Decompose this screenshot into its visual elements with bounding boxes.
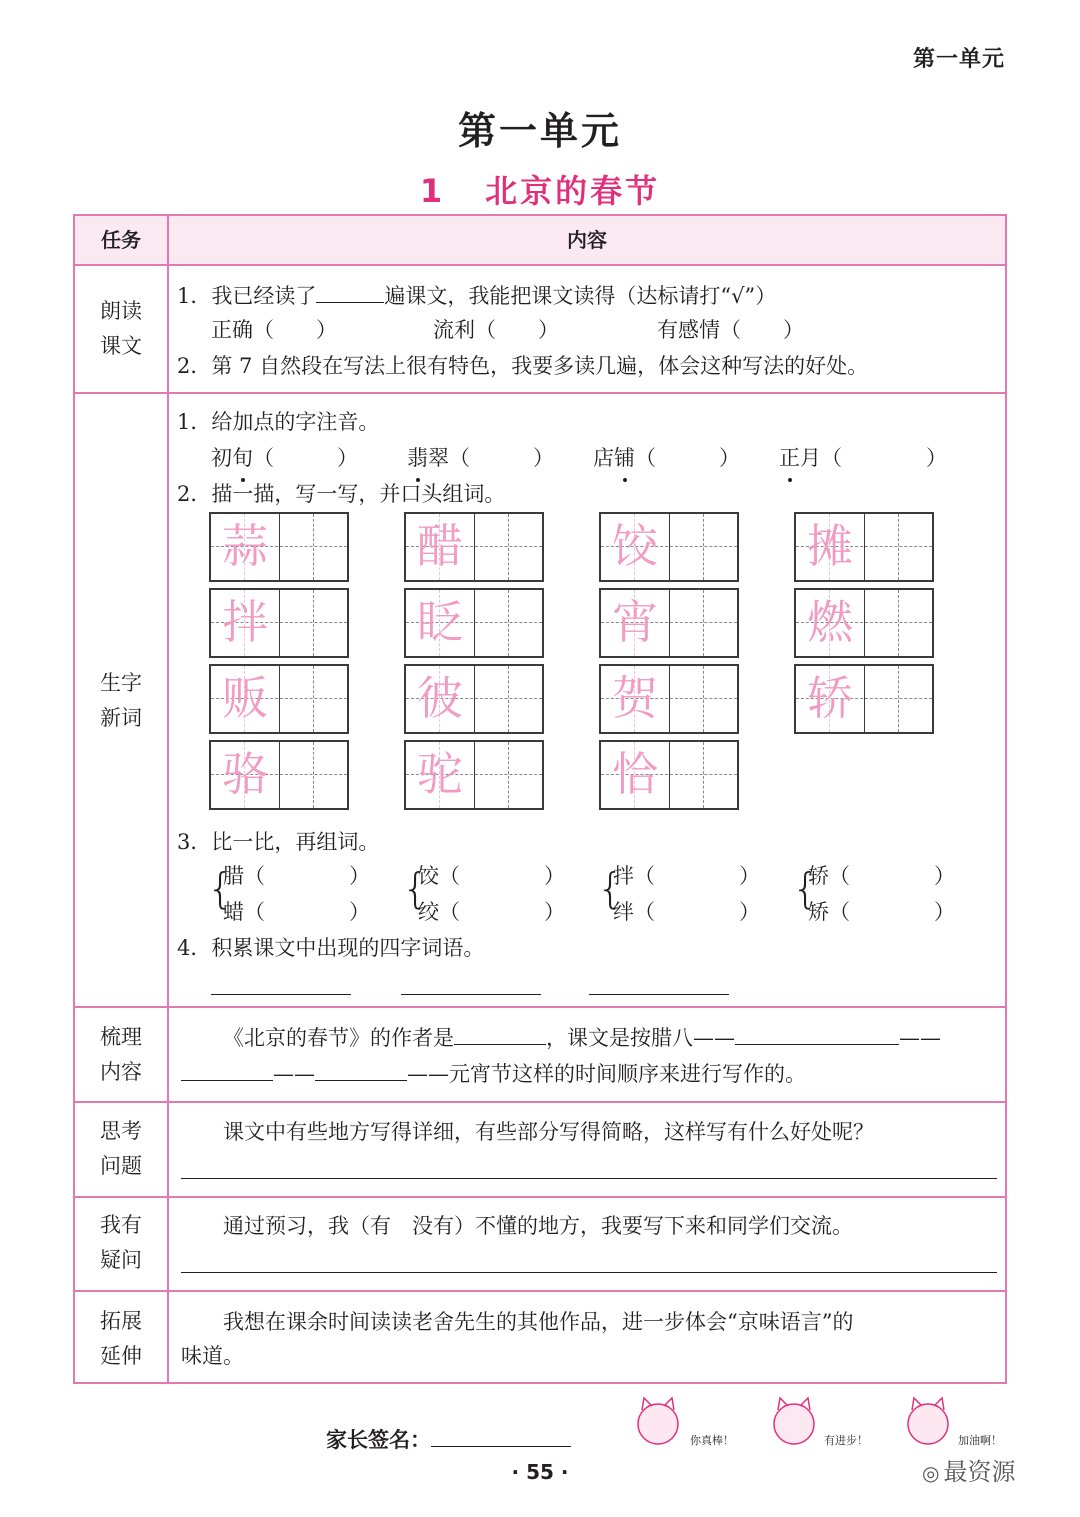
label-line: 梳理 <box>100 1025 142 1049</box>
blank-sequence[interactable] <box>181 1060 273 1081</box>
lesson-title <box>0 166 1080 212</box>
answer-paren[interactable]: （ ） <box>449 446 554 470</box>
brace-icon: { <box>402 864 429 913</box>
guide-line <box>508 590 509 656</box>
compare-b[interactable]: 绊（ ） <box>613 900 760 924</box>
guide-line <box>474 742 475 808</box>
brace-icon: { <box>597 864 624 913</box>
label-line: 问题 <box>100 1154 142 1178</box>
header-content: 内容 <box>567 228 607 252</box>
guide-line <box>669 742 670 808</box>
label-chars <box>75 666 167 736</box>
running-head: 第一单元 <box>912 47 1005 72</box>
column-divider <box>167 216 169 1382</box>
doubt-answer-line[interactable] <box>181 1272 997 1273</box>
label-line: 思考 <box>100 1119 142 1143</box>
answer-paren[interactable]: （ ） <box>821 446 947 470</box>
text: 翠 <box>428 446 449 470</box>
trace-char: 贩 <box>222 671 268 725</box>
guide-line <box>313 514 314 580</box>
trace-char: 贺 <box>612 671 658 725</box>
text: 1．我已经读了 <box>177 284 317 308</box>
pinyin-item[interactable] <box>211 442 358 474</box>
signature-blank[interactable] <box>431 1418 571 1447</box>
compare-b[interactable]: 矫（ ） <box>808 900 955 924</box>
trace-box[interactable] <box>404 740 544 810</box>
label-line: 拓展 <box>100 1309 142 1333</box>
compare-a[interactable]: 拌（ ） <box>613 864 760 888</box>
trace-char: 摊 <box>807 519 853 573</box>
label-line: 新词 <box>100 706 142 730</box>
label-reading <box>75 294 167 364</box>
trace-box[interactable] <box>209 512 349 582</box>
guide-line <box>508 666 509 732</box>
guide-line <box>669 590 670 656</box>
guide-line <box>669 514 670 580</box>
label-line: 延伸 <box>100 1344 142 1368</box>
trace-box[interactable] <box>794 664 934 734</box>
row-divider <box>75 1006 1005 1008</box>
watermark-text: 最资源 <box>943 1458 1016 1486</box>
compare-a[interactable]: 轿（ ） <box>808 864 955 888</box>
pinyin-item[interactable] <box>593 442 740 474</box>
reading-opt-emotion[interactable]: 有感情（ ） <box>657 318 804 342</box>
dotted-char: 正 <box>779 442 800 474</box>
reading-item-1 <box>177 280 776 312</box>
trace-char: 彼 <box>417 671 463 725</box>
wechat-icon: ◎ <box>922 1461 940 1485</box>
trace-char: 恰 <box>612 747 658 801</box>
task-table <box>73 214 1007 1384</box>
reading-item-2: 2．第 7 自然段在写法上很有特色，我要多读几遍，体会这种写法的好处。 <box>177 354 869 378</box>
answer-paren[interactable]: （ ） <box>253 446 358 470</box>
chars-q1: 1．给加点的字注音。 <box>177 410 380 434</box>
label-line: 课文 <box>100 334 142 358</box>
outline-line-1 <box>223 1022 941 1054</box>
cat-face-icon <box>774 1404 814 1444</box>
trace-char: 饺 <box>612 519 658 573</box>
doubt-text: 通过预习，我（有 没有）不懂的地方，我要写下来和同学们交流。 <box>223 1214 853 1238</box>
text: 初 <box>211 446 232 470</box>
trace-box[interactable] <box>599 588 739 658</box>
compare-a[interactable]: 腊（ ） <box>223 864 370 888</box>
row-divider <box>75 1290 1005 1292</box>
page-number: · 55 · <box>511 1460 569 1484</box>
sticker-great <box>628 1394 738 1454</box>
trace-box[interactable] <box>404 664 544 734</box>
compare-b[interactable]: 绞（ ） <box>418 900 565 924</box>
text: —— <box>273 1062 315 1086</box>
outline-line-2 <box>181 1058 806 1090</box>
sticker-cheer <box>898 1394 1008 1454</box>
trace-box[interactable] <box>209 588 349 658</box>
label-line: 我有 <box>100 1213 142 1237</box>
trace-box[interactable] <box>404 512 544 582</box>
text: 《北京的春节》的作者是 <box>223 1026 454 1050</box>
chars-q2: 2．描一描，写一写，并口头组词。 <box>177 482 506 506</box>
unit-title: 第一单元 <box>457 109 622 153</box>
guide-line <box>864 666 865 732</box>
guide-line <box>313 590 314 656</box>
row-divider <box>75 392 1005 394</box>
idiom-blank[interactable] <box>589 994 729 995</box>
dotted-char: 旬 <box>232 442 253 474</box>
sticker-text: 你真棒！ <box>690 1434 734 1447</box>
guide-line <box>703 666 704 732</box>
label-line: 内容 <box>100 1060 142 1084</box>
pinyin-item[interactable] <box>779 442 947 474</box>
text: 店 <box>593 446 614 470</box>
label-line: 生字 <box>100 671 142 695</box>
guide-line <box>313 742 314 808</box>
text: ，课文是按腊八—— <box>546 1026 735 1050</box>
lesson-number: 1 <box>419 172 446 210</box>
text: 月 <box>800 446 821 470</box>
pinyin-item[interactable] <box>407 442 554 474</box>
compare-a[interactable]: 饺（ ） <box>418 864 565 888</box>
trace-char: 眨 <box>417 595 463 649</box>
guide-line <box>864 590 865 656</box>
brace-icon: { <box>792 864 819 913</box>
guide-line <box>864 514 865 580</box>
trace-char: 轿 <box>807 671 853 725</box>
label-outline <box>75 1020 167 1090</box>
cat-face-icon <box>638 1404 678 1444</box>
dotted-char: 铺 <box>614 442 635 474</box>
row-divider <box>75 1196 1005 1198</box>
text: —— <box>899 1026 941 1050</box>
header-task: 任务 <box>101 228 141 252</box>
label-doubt <box>75 1208 167 1278</box>
label-line: 疑问 <box>100 1248 142 1272</box>
sticker-text: 有进步！ <box>824 1434 868 1447</box>
guide-line <box>279 514 280 580</box>
trace-char: 蒜 <box>222 519 268 573</box>
guide-line <box>474 514 475 580</box>
trace-box[interactable] <box>209 664 349 734</box>
row-divider <box>75 264 1005 266</box>
extend-text-1: 我想在课余时间读读老舍先生的其他作品，进一步体会“京味语言”的 <box>223 1310 854 1334</box>
trace-char: 驼 <box>417 747 463 801</box>
idiom-blank[interactable] <box>211 994 351 995</box>
trace-box[interactable] <box>599 664 739 734</box>
guide-line <box>703 742 704 808</box>
guide-line <box>898 590 899 656</box>
reading-opt-correct[interactable]: 正确（ ） <box>211 318 337 342</box>
signature-label: 家长签名： <box>326 1428 431 1452</box>
trace-char: 醋 <box>417 519 463 573</box>
answer-paren[interactable]: （ ） <box>635 446 740 470</box>
trace-box[interactable] <box>209 740 349 810</box>
blank-sequence[interactable] <box>735 1024 899 1045</box>
trace-box[interactable] <box>794 588 934 658</box>
text: 遍课文，我能把课文读得（达标请打“√”） <box>384 284 777 308</box>
sticker-text: 加油啊！ <box>958 1434 1002 1447</box>
trace-box[interactable] <box>599 740 739 810</box>
label-think <box>75 1114 167 1184</box>
think-question: 课文中有些地方写得详细，有些部分写得简略，这样写有什么好处呢？ <box>223 1120 874 1144</box>
row-divider <box>75 1101 1005 1103</box>
brace-icon: { <box>207 864 234 913</box>
idiom-blank[interactable] <box>401 994 541 995</box>
label-line: 朗读 <box>100 299 142 323</box>
guide-line <box>669 666 670 732</box>
text: ——元宵节这样的时间顺序来进行写作的。 <box>407 1062 806 1086</box>
blank-author[interactable] <box>454 1024 546 1045</box>
label-extend <box>75 1304 167 1374</box>
guide-line <box>474 666 475 732</box>
dotted-char: 翡 <box>407 442 428 474</box>
cat-face-icon <box>908 1404 948 1444</box>
guide-line <box>508 742 509 808</box>
guide-line <box>279 590 280 656</box>
think-answer-line[interactable] <box>181 1178 997 1179</box>
guide-line <box>703 514 704 580</box>
blank-times[interactable] <box>316 282 384 303</box>
trace-box[interactable] <box>794 512 934 582</box>
sticker-progress <box>764 1394 874 1454</box>
extend-text-2: 味道。 <box>181 1344 244 1368</box>
guide-line <box>279 742 280 808</box>
trace-box[interactable] <box>599 512 739 582</box>
guide-line <box>313 666 314 732</box>
guide-line <box>898 514 899 580</box>
reading-opt-fluent[interactable]: 流利（ ） <box>433 318 559 342</box>
blank-sequence[interactable] <box>315 1060 407 1081</box>
guide-line <box>279 666 280 732</box>
guide-line <box>898 666 899 732</box>
chars-q3: 3．比一比，再组词。 <box>177 830 380 854</box>
parent-signature <box>326 1418 571 1454</box>
trace-char: 拌 <box>222 595 268 649</box>
trace-char: 骆 <box>222 747 268 801</box>
chars-q4: 4．积累课文中出现的四字词语。 <box>177 936 485 960</box>
trace-box[interactable] <box>404 588 544 658</box>
guide-line <box>474 590 475 656</box>
lesson-name: 北京的春节 <box>485 172 661 210</box>
watermark <box>922 1452 1015 1487</box>
trace-char: 宵 <box>612 595 658 649</box>
guide-line <box>508 514 509 580</box>
trace-char: 燃 <box>807 595 853 649</box>
guide-line <box>703 590 704 656</box>
compare-b[interactable]: 蜡（ ） <box>223 900 370 924</box>
